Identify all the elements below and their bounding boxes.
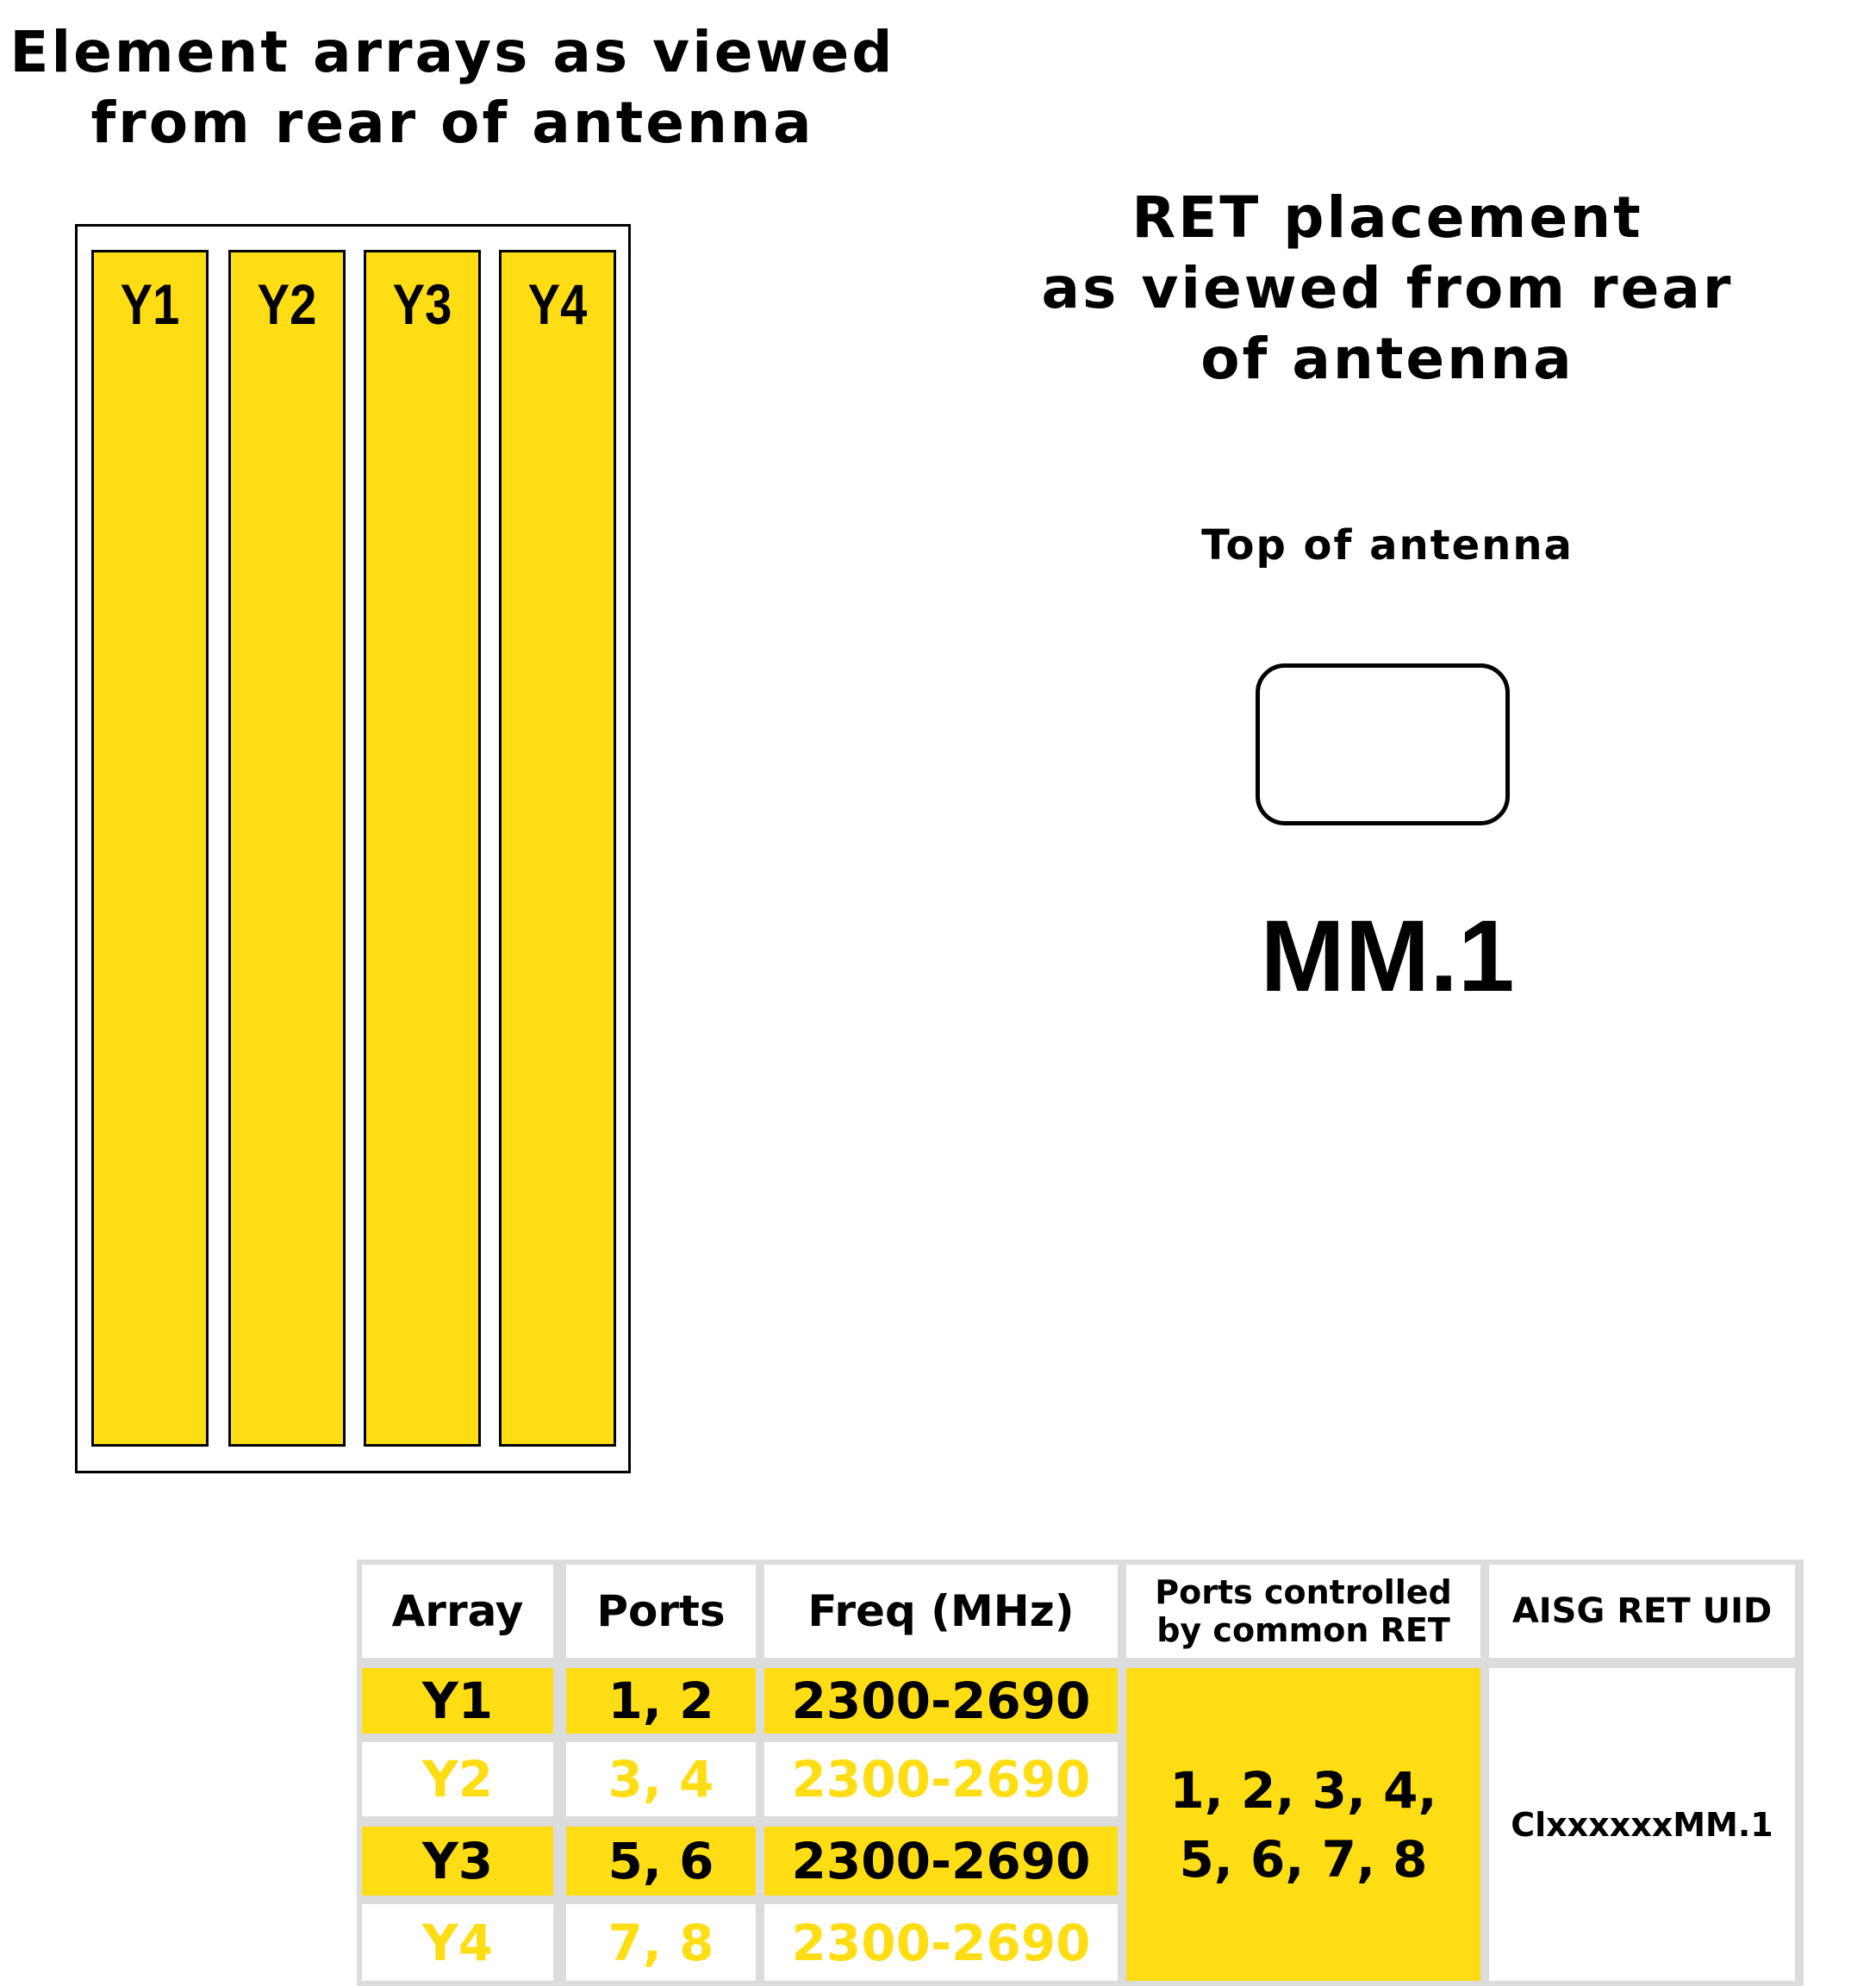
element-arrays-title: [0, 17, 905, 159]
row-y3-ports: 5, 6: [566, 1827, 756, 1896]
header-ports-controlled: [1126, 1565, 1480, 1658]
header-ports-controlled-line1: Ports controlled: [1155, 1573, 1452, 1611]
array-column-y4: [499, 250, 616, 1447]
aisg-ret-uid-value: ClxxxxxxMM.1: [1489, 1668, 1795, 1981]
element-arrays-title-line1: Element arrays as viewed: [9, 19, 895, 85]
row-y4-array: Y4: [362, 1904, 553, 1981]
array-column-y3: [364, 250, 481, 1447]
array-column-y2: [228, 250, 346, 1447]
row-y1-freq: 2300-2690: [764, 1668, 1118, 1734]
array-column-y1: [91, 250, 209, 1447]
row-y2-ports: 3, 4: [566, 1742, 756, 1816]
row-y3-array: Y3: [362, 1827, 553, 1896]
element-arrays-title-line2: from rear of antenna: [90, 90, 814, 156]
ret-placement-title: [957, 183, 1818, 395]
header-ports-controlled-line2: by common RET: [1156, 1611, 1450, 1649]
ret-device-box: [1256, 663, 1510, 825]
header-freq: Freq (MHz): [764, 1565, 1118, 1658]
row-y1-ports: 1, 2: [566, 1668, 756, 1734]
row-y4-freq: 2300-2690: [764, 1904, 1118, 1981]
array-label-y2: Y2: [257, 272, 317, 336]
ret-device-name: MM.1: [1260, 900, 1515, 1013]
row-y4-ports: 7, 8: [566, 1904, 756, 1981]
row-y2-array: Y2: [362, 1742, 553, 1816]
row-y1-array: Y1: [362, 1668, 553, 1734]
row-y2-freq: 2300-2690: [764, 1742, 1118, 1816]
header-uid: AISG RET UID: [1489, 1565, 1795, 1658]
row-y3-freq: 2300-2690: [764, 1827, 1118, 1896]
array-label-y1: Y1: [120, 272, 180, 336]
top-of-antenna-label: Top of antenna: [1201, 521, 1574, 570]
common-ret-ports-line2: 5, 6, 7, 8: [1179, 1829, 1428, 1889]
ret-port-table: [357, 1560, 1804, 1986]
array-label-y3: Y3: [392, 272, 452, 336]
header-ports: Ports: [566, 1565, 756, 1658]
ret-placement-title-line1: RET placement: [1131, 184, 1643, 251]
header-array: Array: [362, 1565, 553, 1658]
common-ret-ports-line1: 1, 2, 3, 4,: [1169, 1760, 1437, 1820]
common-ret-ports: [1126, 1668, 1480, 1981]
ret-placement-title-line2: as viewed from rear: [1041, 255, 1734, 321]
array-label-y4: Y4: [527, 272, 588, 336]
ret-placement-title-line3: of antenna: [1200, 326, 1574, 392]
